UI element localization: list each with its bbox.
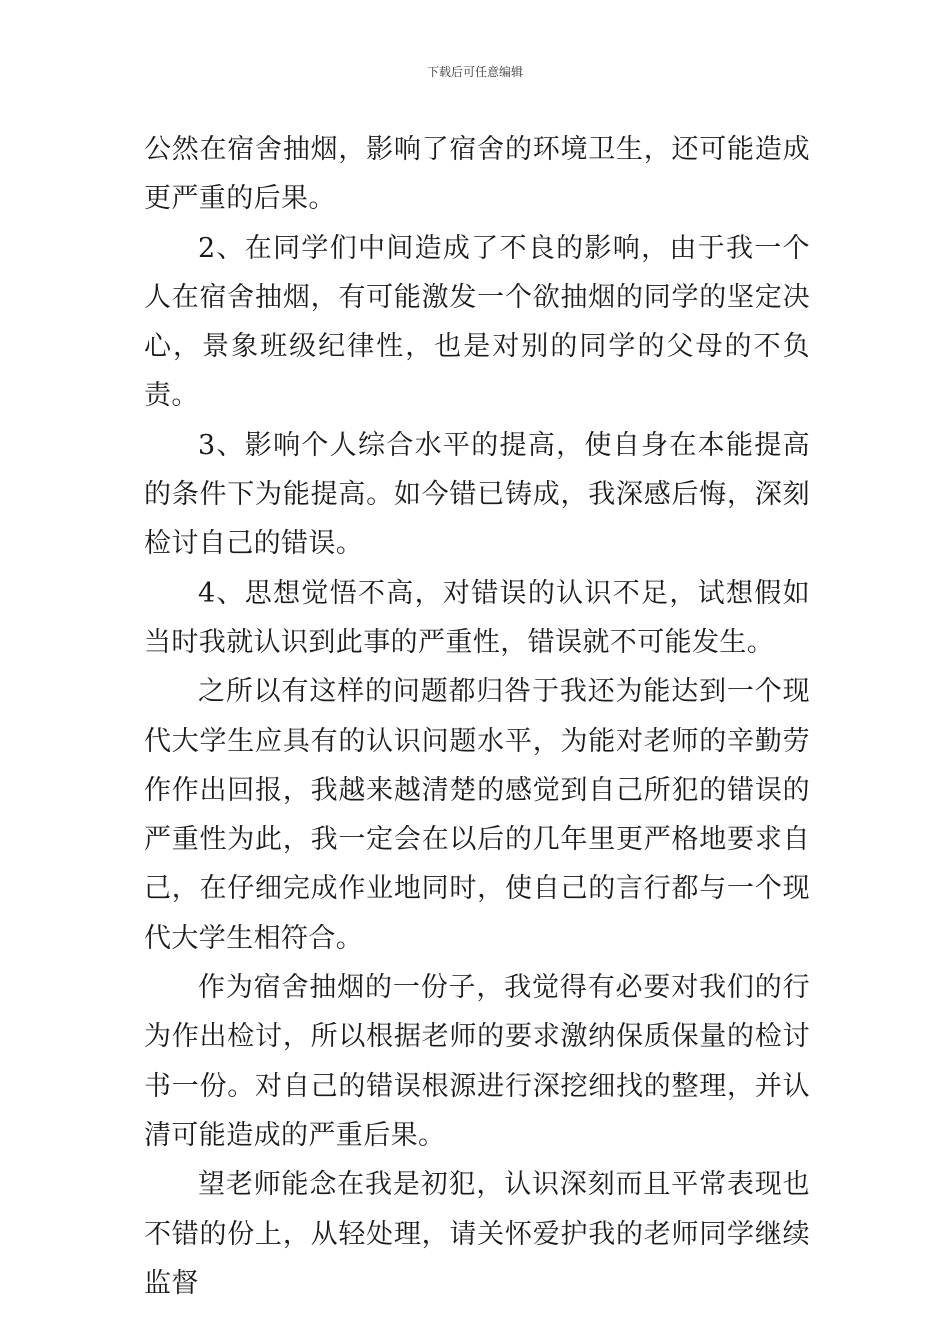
paragraph-reason: 之所以有这样的问题都归咎于我还为能达到一个现代大学生应具有的认识问题水平，为能对老师的辛勤劳作作出回报，我越来越清楚的感觉到自己所犯的错误的严重性为此，我一定会在以后的几年里更严格地要求自己，在仔细完成作业地同时，使自己的言行都与一个现代大学生相符合。 <box>144 676 810 954</box>
document-body <box>144 125 810 1308</box>
paragraph-reflection: 作为宿舍抽烟的一份子，我觉得有必要对我们的行为作出检讨，所以根据老师的要求激纳保质保量的检讨书一份。对自己的错误根源进行深挖细找的整理，并认清可能造成的严重后果。 <box>144 972 810 1151</box>
paragraph-continuation: 公然在宿舍抽烟，影响了宿舍的环境卫生，还可能造成更严重的后果。 <box>144 134 810 215</box>
paragraph-request: 望老师能念在我是初犯，认识深刻而且平常表现也不错的份上，从轻处理，请关怀爱护我的老师同学继续监督 <box>144 1169 810 1299</box>
paragraph-item-3: 3、影响个人综合水平的提高，使自身在本能提高的条件下为能提高。如今错已铸成，我深感后悔，深刻检讨自己的错误。 <box>144 429 810 560</box>
paragraph-item-4: 4、思想觉悟不高，对错误的认识不足，试想假如当时我就认识到此事的严重性，错误就不可能发生。 <box>144 577 810 658</box>
page-header: 下载后可任意编辑 <box>426 65 523 79</box>
paragraph-item-2: 2、在同学们中间造成了不良的影响，由于我一个人在宿舍抽烟，有可能激发一个欲抽烟的同学的坚定决心，景象班级纪律性，也是对别的同学的父母的不负责。 <box>144 232 810 412</box>
